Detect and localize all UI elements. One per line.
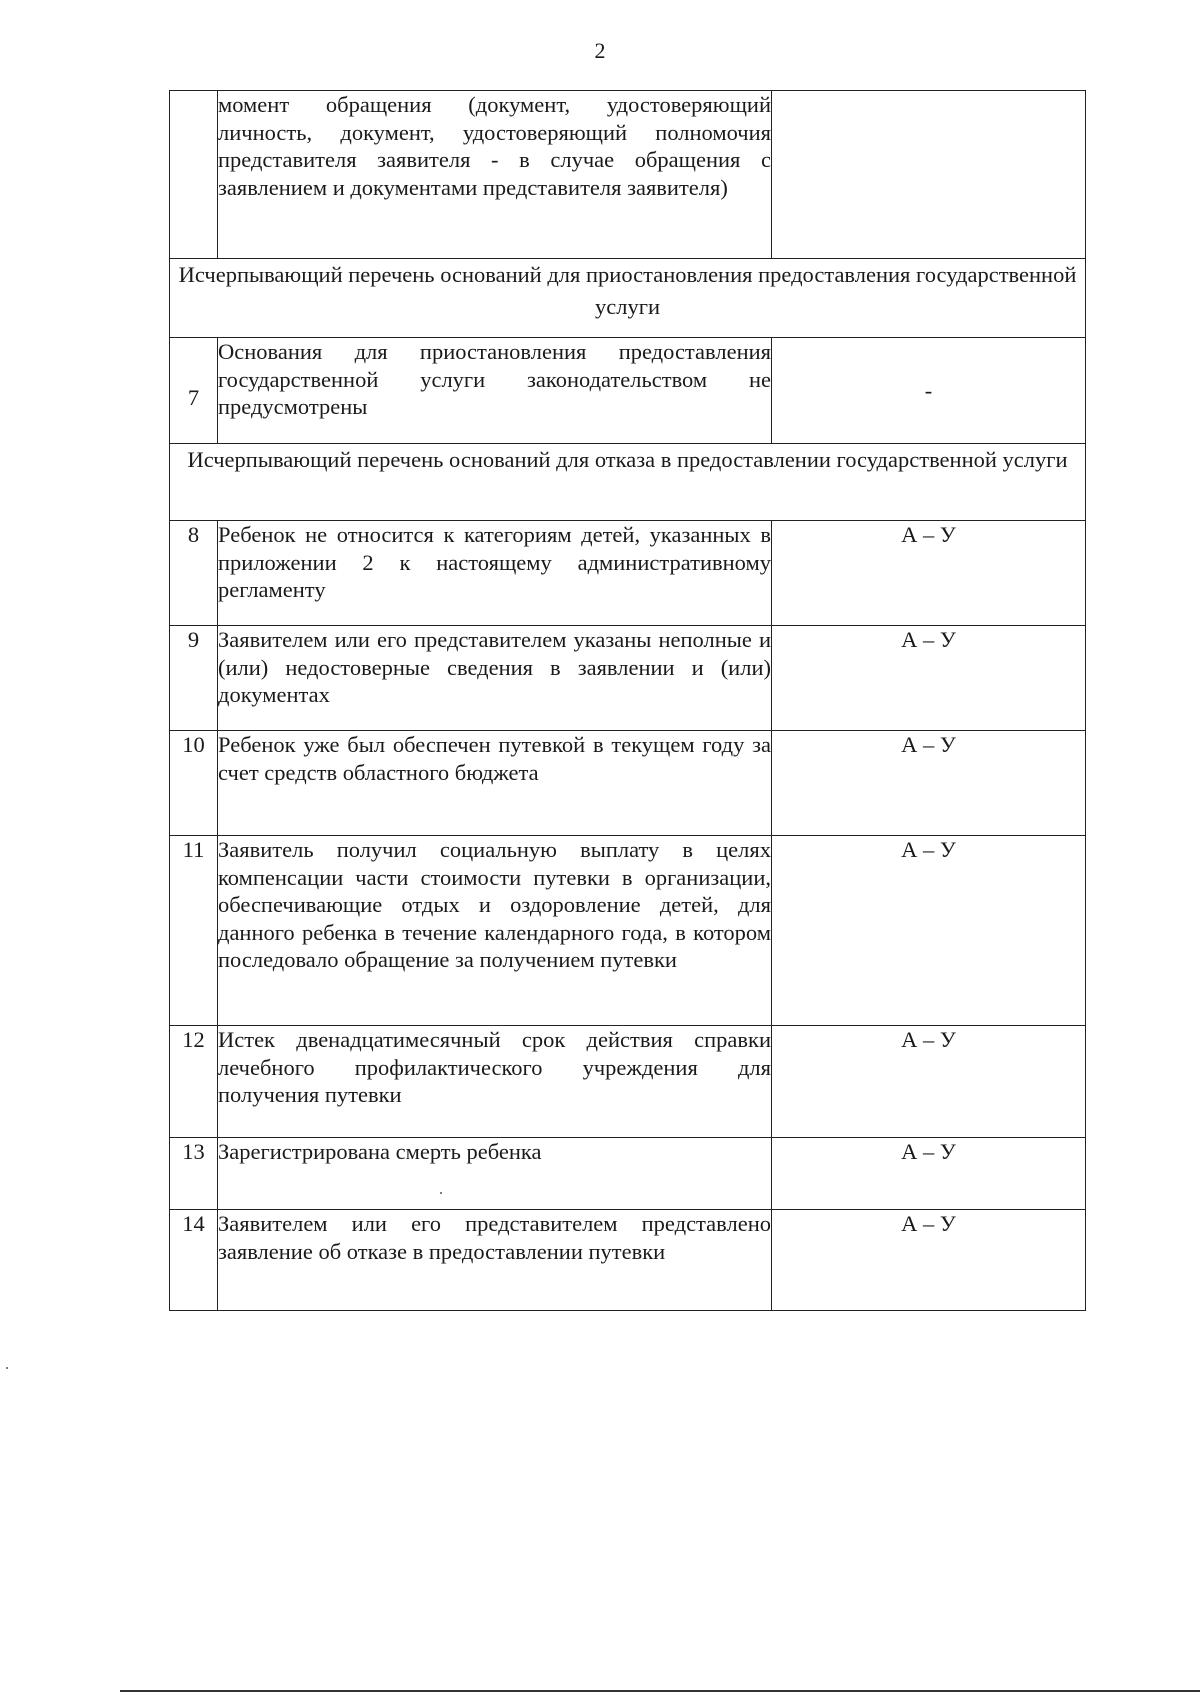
table-row — [170, 836, 1086, 1026]
table-row-continuation — [170, 91, 1086, 259]
row-code: А – У — [772, 1210, 1086, 1311]
scan-edge-line — [120, 1690, 1200, 1692]
row-number: 14 — [170, 1210, 218, 1311]
row-description: Истек двенадцатимесячный срок действия справки лечебного профилактического учреждения для получения путевки — [218, 1026, 772, 1138]
grounds-table — [169, 90, 1086, 1311]
row-number — [170, 91, 218, 259]
row-description: Ребенок уже был обеспечен путевкой в текущем году за счет средств областного бюджета — [218, 731, 772, 836]
row-number: 12 — [170, 1026, 218, 1138]
section-title: Исчерпывающий перечень оснований для отказа в предоставлении государственной услуги — [170, 444, 1086, 521]
row-description: Зарегистрирована смерть ребенка — [218, 1138, 772, 1210]
row-code: А – У — [772, 1026, 1086, 1138]
row-number: 10 — [170, 731, 218, 836]
row-number: 11 — [170, 836, 218, 1026]
row-number: 7 — [170, 338, 218, 444]
table-row — [170, 338, 1086, 444]
table-row — [170, 1026, 1086, 1138]
row-description: Заявителем или его представителем указаны неполные и (или) недостоверные сведения в заявлении и (или) документах — [218, 626, 772, 731]
row-description: Основания для приостановления предоставления государственной услуги законодательством не предусмотрены — [218, 338, 772, 444]
row-number: 13 — [170, 1138, 218, 1210]
row-description: Заявителем или его представителем представлено заявление об отказе в предоставлении путевки — [218, 1210, 772, 1311]
row-code: А – У — [772, 1138, 1086, 1210]
table-row — [170, 1138, 1086, 1210]
section-header-suspension — [170, 259, 1086, 338]
row-code: - — [772, 338, 1086, 444]
table-row — [170, 731, 1086, 836]
row-description: момент обращения (документ, удостоверяющий личность, документ, удостоверяющий полномочия представителя заявителя - в случае обращения с заявлением и документами представителя заявителя) — [218, 91, 772, 259]
section-header-refusal — [170, 444, 1086, 521]
section-title: Исчерпывающий перечень оснований для приостановления предоставления государственной услуги — [170, 259, 1086, 338]
scan-speck — [440, 1192, 442, 1194]
table-row — [170, 521, 1086, 626]
row-code: А – У — [772, 521, 1086, 626]
row-number: 9 — [170, 626, 218, 731]
table-row — [170, 1210, 1086, 1311]
row-description: Заявитель получил социальную выплату в целях компенсации части стоимости путевки в организации, обеспечивающие отдых и оздоровление детей, для данного ребенка в течение календарного года, в котором последовало обращение за получением путевки — [218, 836, 772, 1026]
row-code: А – У — [772, 731, 1086, 836]
table-row — [170, 626, 1086, 731]
row-code — [772, 91, 1086, 259]
scan-speck — [6, 1367, 8, 1369]
row-code: А – У — [772, 836, 1086, 1026]
page-number: 2 — [594, 38, 606, 63]
row-number: 8 — [170, 521, 218, 626]
row-code: А – У — [772, 626, 1086, 731]
row-description: Ребенок не относится к категориям детей, указанных в приложении 2 к настоящему административному регламенту — [218, 521, 772, 626]
